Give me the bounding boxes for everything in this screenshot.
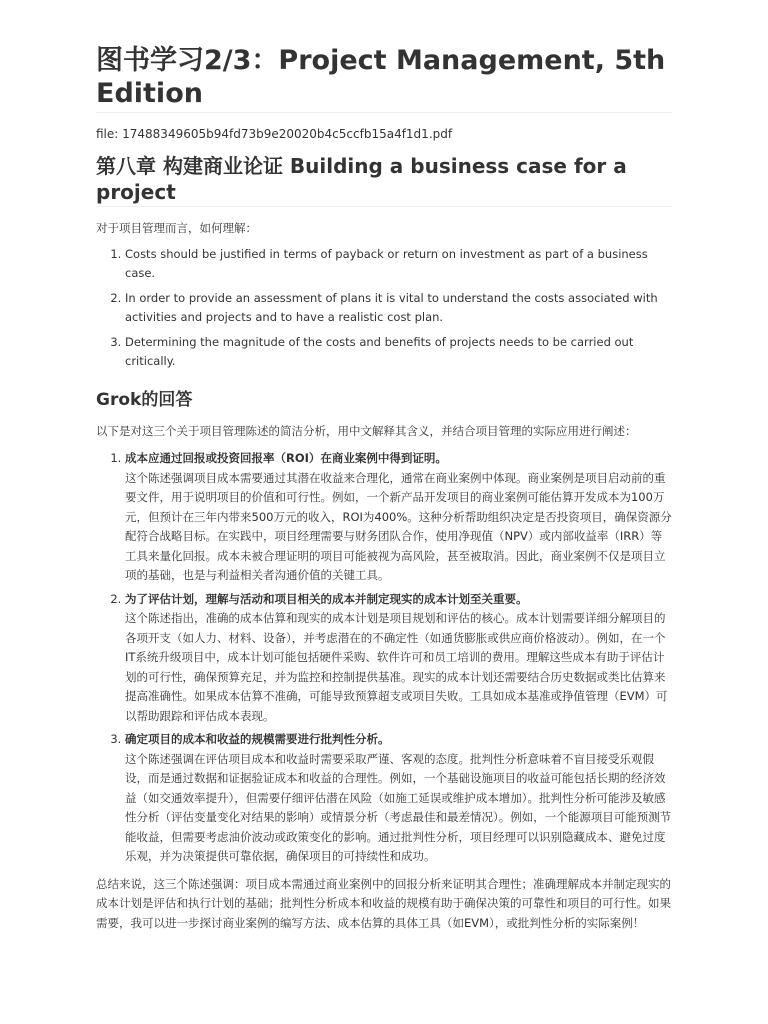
answer-body: 这个陈述指出，准确的成本估算和现实的成本计划是项目规划和评估的核心。成本计划需要详细分解项目的各项开支（如人力、材料、设备），并考虑潜在的不确定性（如通货膨胀或供应商价格波动）。例如，在一个IT系统升级项目中，成本计划可能包括硬件采购、软件许可和员工培训的费用。理解这些成本有助于评估计划的可行性，确保预算充足，并为监控和控制提供基准。现实的成本计划还需要结合历史数据或类比估算来提高准确性。如果成本估算不准确，可能导致预算超支或项目失败。工具如成本基准或挣值管理（EVM）可以帮助跟踪和评估成本表现。 [125,611,668,723]
list-item: 2. In order to provide an assessment of plans it is vital to understand the costs associated with activities and projects and to have a realistic cost plan. [125,289,672,328]
answer-item [125,730,672,867]
answer-item [125,449,672,586]
grok-lead-text: 以下是对这三个关于项目管理陈述的简洁分析，用中文解释其含义，并结合项目管理的实际应用进行阐述： [96,423,637,438]
list-item: 3. Determining the magnitude of the costs and benefits of projects needs to be carried out critically. [125,333,672,372]
answer-title: 1. 成本应通过回报或投资回报率（ROI）在商业案例中得到证明。 [125,451,447,465]
summary-text: 总结来说，这三个陈述强调：项目成本需通过商业案例中的回报分析来证明其合理性；准确理解成本并制定现实的成本计划是评估和执行计划的基础；批判性分析成本和收益的规模有助于确保决策的可靠性和项目的可行性。如果需要，我可以进一步探讨商业案例的编写方法、成本估算的具体工具（如EVM），或批判性分析的实际案例！ [96,876,671,930]
answer-body: 这个陈述强调在评估项目成本和收益时需要采取严谨、客观的态度。批判性分析意味着不盲目接受乐观假设，而是通过数据和证据验证成本和收益的合理性。例如，一个基础设施项目的收益可能包括长期的经济效益（如交通效率提升），但需要仔细评估潜在风险（如施工延误或维护成本增加）。批判性分析可能涉及敏感性分析（评估变量变化对结果的影响）或情景分析（考虑最佳和最差情况）。例如，一个能源项目可能预测节能收益，但需要考虑油价波动或政策变化的影响。通过批判性分析，项目经理可以识别隐藏成本、避免过度乐观，并为决策提供可靠依据，确保项目的可持续性和成功。 [125,751,672,863]
file-reference: file: 17488349605b94fd73b9e20020b4c5ccfb15a4f1d1.pdf [96,127,453,141]
intro-text: 对于项目管理而言，如何理解： [96,221,257,235]
answers-list [96,449,672,867]
answer-item [125,590,672,727]
answer-title: 2. 为了评估计划，理解与活动和项目相关的成本并制定现实的成本计划至关重要。 [125,591,528,606]
list-item: 1. Costs should be justified in terms of payback or return on investment as part of a business case. [125,245,672,284]
points-list [96,245,672,372]
answer-title: 3. 确定项目的成本和收益的规模需要进行批判性分析。 [125,732,390,746]
chapter-heading: 第八章 构建商业论证 Building a business case for a project [96,153,672,207]
answer-body: 这个陈述强调项目成本需要通过其潜在收益来合理化，通常在商业案例中体现。商业案例是项目启动前的重要文件，用于说明项目的价值和可行性。例如，一个新产品开发项目的商业案例可能估算开发成本为100万元，但预计在三年内带来500万元的收入，ROI为400%。这种分析帮助组织决定是否投资项目，确保资源分配符合战略目标。在实践中，项目经理需要与财务团队合作，使用净现值（NPV）或内部收益率（IRR）等工具来量化回报。成本未被合理证明的项目可能被视为高风险，甚至被取消。因此，商业案例不仅是项目立项的基础，也是与利益相关者沟通价值的关键工具。 [125,470,672,582]
page-title: 图书学习2/3：Project Management, 5th Edition [96,44,672,113]
grok-heading: Grok的回答 [96,389,193,410]
